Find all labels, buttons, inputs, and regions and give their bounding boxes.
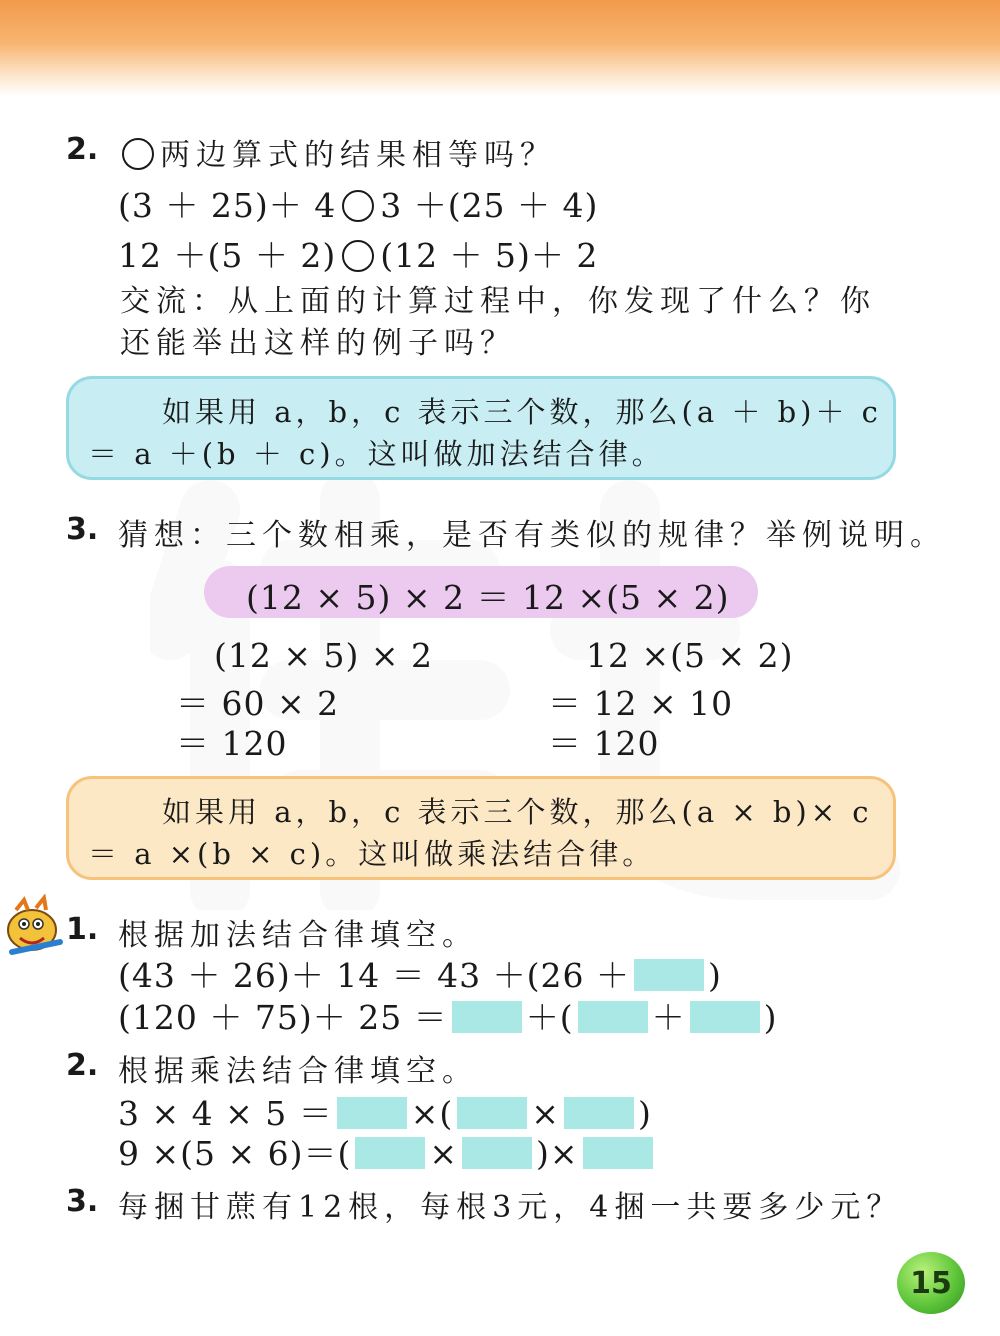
ex2-line2-times: ×	[429, 1134, 459, 1173]
ex1-line1-close: )	[708, 956, 722, 995]
ex2-line2-expr: 9 ×(5 × 6)＝(	[118, 1134, 352, 1173]
answer-blank[interactable]	[457, 1097, 527, 1129]
top-header-band	[0, 0, 1000, 96]
ex2-line1-times-open: ×(	[410, 1094, 454, 1133]
ex2-title: 根据乘法结合律填空。	[118, 1054, 478, 1089]
multiplication-rule-line-1: 如果用 a，b，c 表示三个数，那么(a × b)× c	[162, 795, 873, 829]
addition-rule-line-1: 如果用 a，b，c 表示三个数，那么(a ＋ b)＋ c	[162, 395, 882, 429]
ex1-line1-expr: (43 ＋ 26)＋ 14 ＝ 43 ＋(26 ＋	[118, 956, 631, 995]
q3-number: 3.	[66, 512, 99, 547]
q2-expr2-left: 12 ＋(5 ＋ 2)	[118, 236, 337, 275]
q3-left-step-2: ＝ 60 × 2	[176, 684, 340, 723]
ex2-line1-close: )	[637, 1094, 652, 1133]
ex1-line-2	[118, 992, 777, 1039]
answer-blank[interactable]	[578, 1001, 648, 1033]
q2-question-text: 两边算式的结果相等吗？	[160, 138, 556, 173]
q2-expression-1	[118, 180, 598, 227]
ex1-line-1	[118, 950, 722, 997]
q3-left-step-3: ＝ 120	[176, 724, 288, 763]
answer-blank[interactable]	[355, 1137, 425, 1169]
ex1-line2-plus: ＋	[651, 998, 686, 1037]
ex2-line1-times: ×	[531, 1094, 560, 1133]
page-number-badge: 15	[897, 1252, 965, 1314]
answer-blank[interactable]	[583, 1137, 653, 1169]
ex3-text: 每捆甘蔗有12根，每根3元，4捆一共要多少元？	[118, 1190, 903, 1225]
cartoon-mascot-icon	[2, 894, 68, 960]
q3-question: 猜想：三个数相乘，是否有类似的规律？举例说明。	[118, 518, 946, 553]
answer-blank[interactable]	[564, 1097, 634, 1129]
answer-blank[interactable]	[634, 959, 704, 991]
q3-right-step-3: ＝ 120	[548, 724, 660, 763]
q2-discuss-line-2: 还能举出这样的例子吗？	[120, 326, 516, 361]
answer-blank[interactable]	[462, 1137, 532, 1169]
ex1-line2-plus-open: ＋(	[525, 998, 574, 1037]
ex1-title: 根据加法结合律填空。	[118, 918, 478, 953]
q2-expr2-right: (12 ＋ 5)＋ 2	[380, 236, 599, 275]
q2-question	[116, 130, 556, 174]
compare-circle-icon	[122, 138, 154, 170]
q3-highlight-equation: (12 × 5) × 2 ＝ 12 ×(5 × 2)	[246, 578, 730, 617]
ex2-line-2	[118, 1128, 657, 1175]
answer-blank[interactable]	[337, 1097, 407, 1129]
compare-circle-icon[interactable]	[342, 190, 374, 222]
addition-rule-line-2: ＝ a ＋(b ＋ c)。这叫做加法结合律。	[88, 437, 665, 471]
q2-discuss-line-1: 交流：从上面的计算过程中，你发现了什么？你	[120, 284, 876, 319]
ex1-line2-expr: (120 ＋ 75)＋ 25 ＝	[118, 998, 448, 1037]
q2-expression-2	[118, 230, 598, 277]
q2-number: 2.	[66, 132, 99, 167]
q2-expr1-right: 3 ＋(25 ＋ 4)	[380, 186, 599, 225]
answer-blank[interactable]	[690, 1001, 760, 1033]
q3-right-step-1: 12 ×(5 × 2)	[586, 636, 794, 675]
ex2-line1-expr: 3 × 4 × 5 ＝	[118, 1094, 333, 1133]
compare-circle-icon[interactable]	[342, 240, 374, 272]
ex1-line2-close: )	[763, 998, 778, 1037]
ex2-line2-close-times: )×	[536, 1134, 579, 1173]
q3-right-step-2: ＝ 12 × 10	[548, 684, 734, 723]
q3-left-step-1: (12 × 5) × 2	[214, 636, 433, 675]
ex3-number: 3.	[66, 1184, 99, 1219]
ex2-number: 2.	[66, 1048, 99, 1083]
answer-blank[interactable]	[452, 1001, 522, 1033]
multiplication-rule-line-2: ＝ a ×(b × c)。这叫做乘法结合律。	[88, 837, 656, 871]
q2-expr1-left: (3 ＋ 25)＋ 4	[118, 186, 337, 225]
ex1-number: 1.	[66, 912, 99, 947]
